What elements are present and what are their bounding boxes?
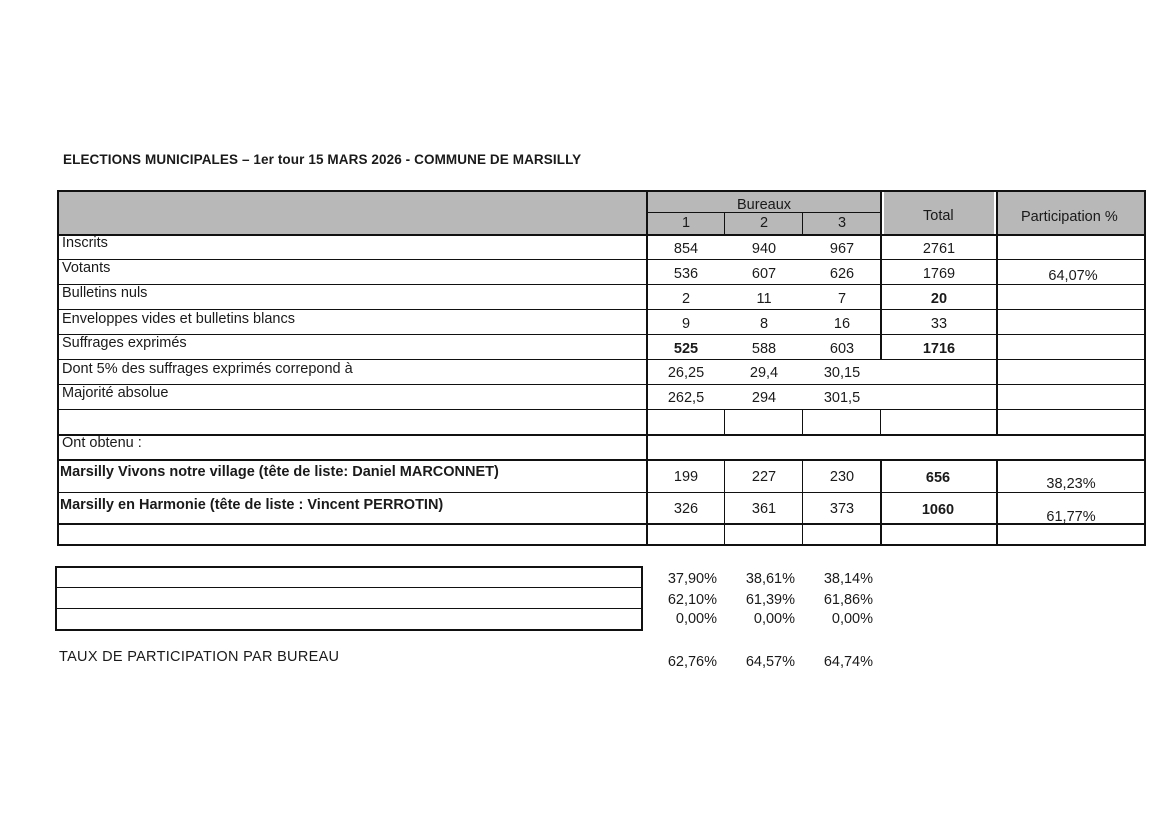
cell-vivons-b2: 227 — [751, 469, 777, 485]
cell-enveloppes-total: 33 — [930, 316, 948, 332]
summary-r2-b1: 62,10% — [667, 592, 717, 608]
cell-majorite-b3: 301,5 — [823, 390, 861, 406]
bureaux-header: Bureaux — [737, 197, 792, 213]
taux-b2: 64,57% — [745, 654, 795, 670]
cell-majorite-b2: 294 — [751, 390, 777, 406]
cell-nuls-b2: 11 — [756, 291, 772, 307]
taux-b3: 64,74% — [823, 654, 873, 670]
cell-votants-b3: 626 — [829, 266, 855, 282]
total-header: Total — [923, 208, 954, 224]
cell-harmonie-b1: 326 — [673, 501, 699, 517]
cell-harmonie-total: 1060 — [921, 502, 955, 518]
bureau-1-header: 1 — [681, 215, 691, 231]
row-label-enveloppes: Enveloppes vides et bulletins blancs — [62, 311, 295, 327]
row-label-suffrages: Suffrages exprimés — [62, 335, 187, 351]
ont-obtenu-label: Ont obtenu : — [62, 435, 142, 451]
cell-vivons-b3: 230 — [829, 469, 855, 485]
cell-inscrits-b1: 854 — [673, 241, 699, 257]
list-label-vivons: Marsilly Vivons notre village (tête de liste: Daniel MARCONNET) — [60, 464, 499, 480]
bureau-2-header: 2 — [759, 215, 769, 231]
cell-nuls-b1: 2 — [681, 291, 691, 307]
cell-inscrits-b2: 940 — [751, 241, 777, 257]
summary-box — [55, 566, 643, 631]
header-band — [59, 192, 1144, 234]
cell-vivons-b1: 199 — [673, 469, 699, 485]
cell-inscrits-b3: 967 — [829, 241, 855, 257]
cell-harmonie-b3: 373 — [829, 501, 855, 517]
summary-r2-b2: 61,39% — [745, 592, 795, 608]
cell-harmonie-participation: 61,77% — [1046, 509, 1096, 525]
cell-harmonie-b2: 361 — [751, 501, 777, 517]
summary-r3-b2: 0,00% — [753, 611, 795, 627]
cell-vivons-total: 656 — [925, 470, 951, 486]
cell-nuls-b3: 7 — [837, 291, 847, 307]
cell-vivons-participation: 38,23% — [1046, 476, 1096, 492]
page-title: ELECTIONS MUNICIPALES – 1er tour 15 MARS 2026 - COMMUNE DE MARSILLY — [63, 152, 582, 167]
cell-suffrages-total: 1716 — [922, 341, 956, 357]
summary-r1-b1: 37,90% — [667, 571, 717, 587]
bureau-3-header: 3 — [837, 215, 847, 231]
cell-enveloppes-b3: 16 — [833, 316, 851, 332]
cell-suffrages-b2: 588 — [751, 341, 777, 357]
row-label-inscrits: Inscrits — [62, 235, 108, 251]
row-label-bulletins-nuls: Bulletins nuls — [62, 285, 148, 301]
summary-r2-b3: 61,86% — [823, 592, 873, 608]
list-label-harmonie: Marsilly en Harmonie (tête de liste : Vincent PERROTIN) — [60, 497, 444, 513]
cell-5pct-b2: 29,4 — [749, 365, 779, 381]
cell-majorite-b1: 262,5 — [667, 390, 705, 406]
cell-enveloppes-b2: 8 — [759, 316, 769, 332]
cell-inscrits-total: 2761 — [922, 241, 956, 257]
cell-nuls-total: 20 — [930, 291, 948, 307]
cell-votants-total: 1769 — [922, 266, 956, 282]
taux-label: TAUX DE PARTICIPATION PAR BUREAU — [59, 649, 340, 665]
row-label-majorite: Majorité absolue — [62, 385, 169, 401]
cell-5pct-b3: 30,15 — [823, 365, 861, 381]
row-label-votants: Votants — [62, 260, 111, 276]
cell-5pct-b1: 26,25 — [667, 365, 705, 381]
participation-header: Participation % — [1021, 209, 1118, 225]
summary-r3-b3: 0,00% — [831, 611, 873, 627]
cell-suffrages-b1: 525 — [673, 341, 699, 357]
cell-votants-participation: 64,07% — [1048, 268, 1098, 284]
taux-b1: 62,76% — [667, 654, 717, 670]
summary-r1-b3: 38,14% — [823, 571, 873, 587]
summary-r3-b1: 0,00% — [675, 611, 717, 627]
cell-votants-b1: 536 — [673, 266, 699, 282]
row-label-5pct: Dont 5% des suffrages exprimés correpond à — [62, 361, 353, 377]
cell-enveloppes-b1: 9 — [681, 316, 691, 332]
cell-suffrages-b3: 603 — [829, 341, 855, 357]
summary-r1-b2: 38,61% — [745, 571, 795, 587]
cell-votants-b2: 607 — [751, 266, 777, 282]
